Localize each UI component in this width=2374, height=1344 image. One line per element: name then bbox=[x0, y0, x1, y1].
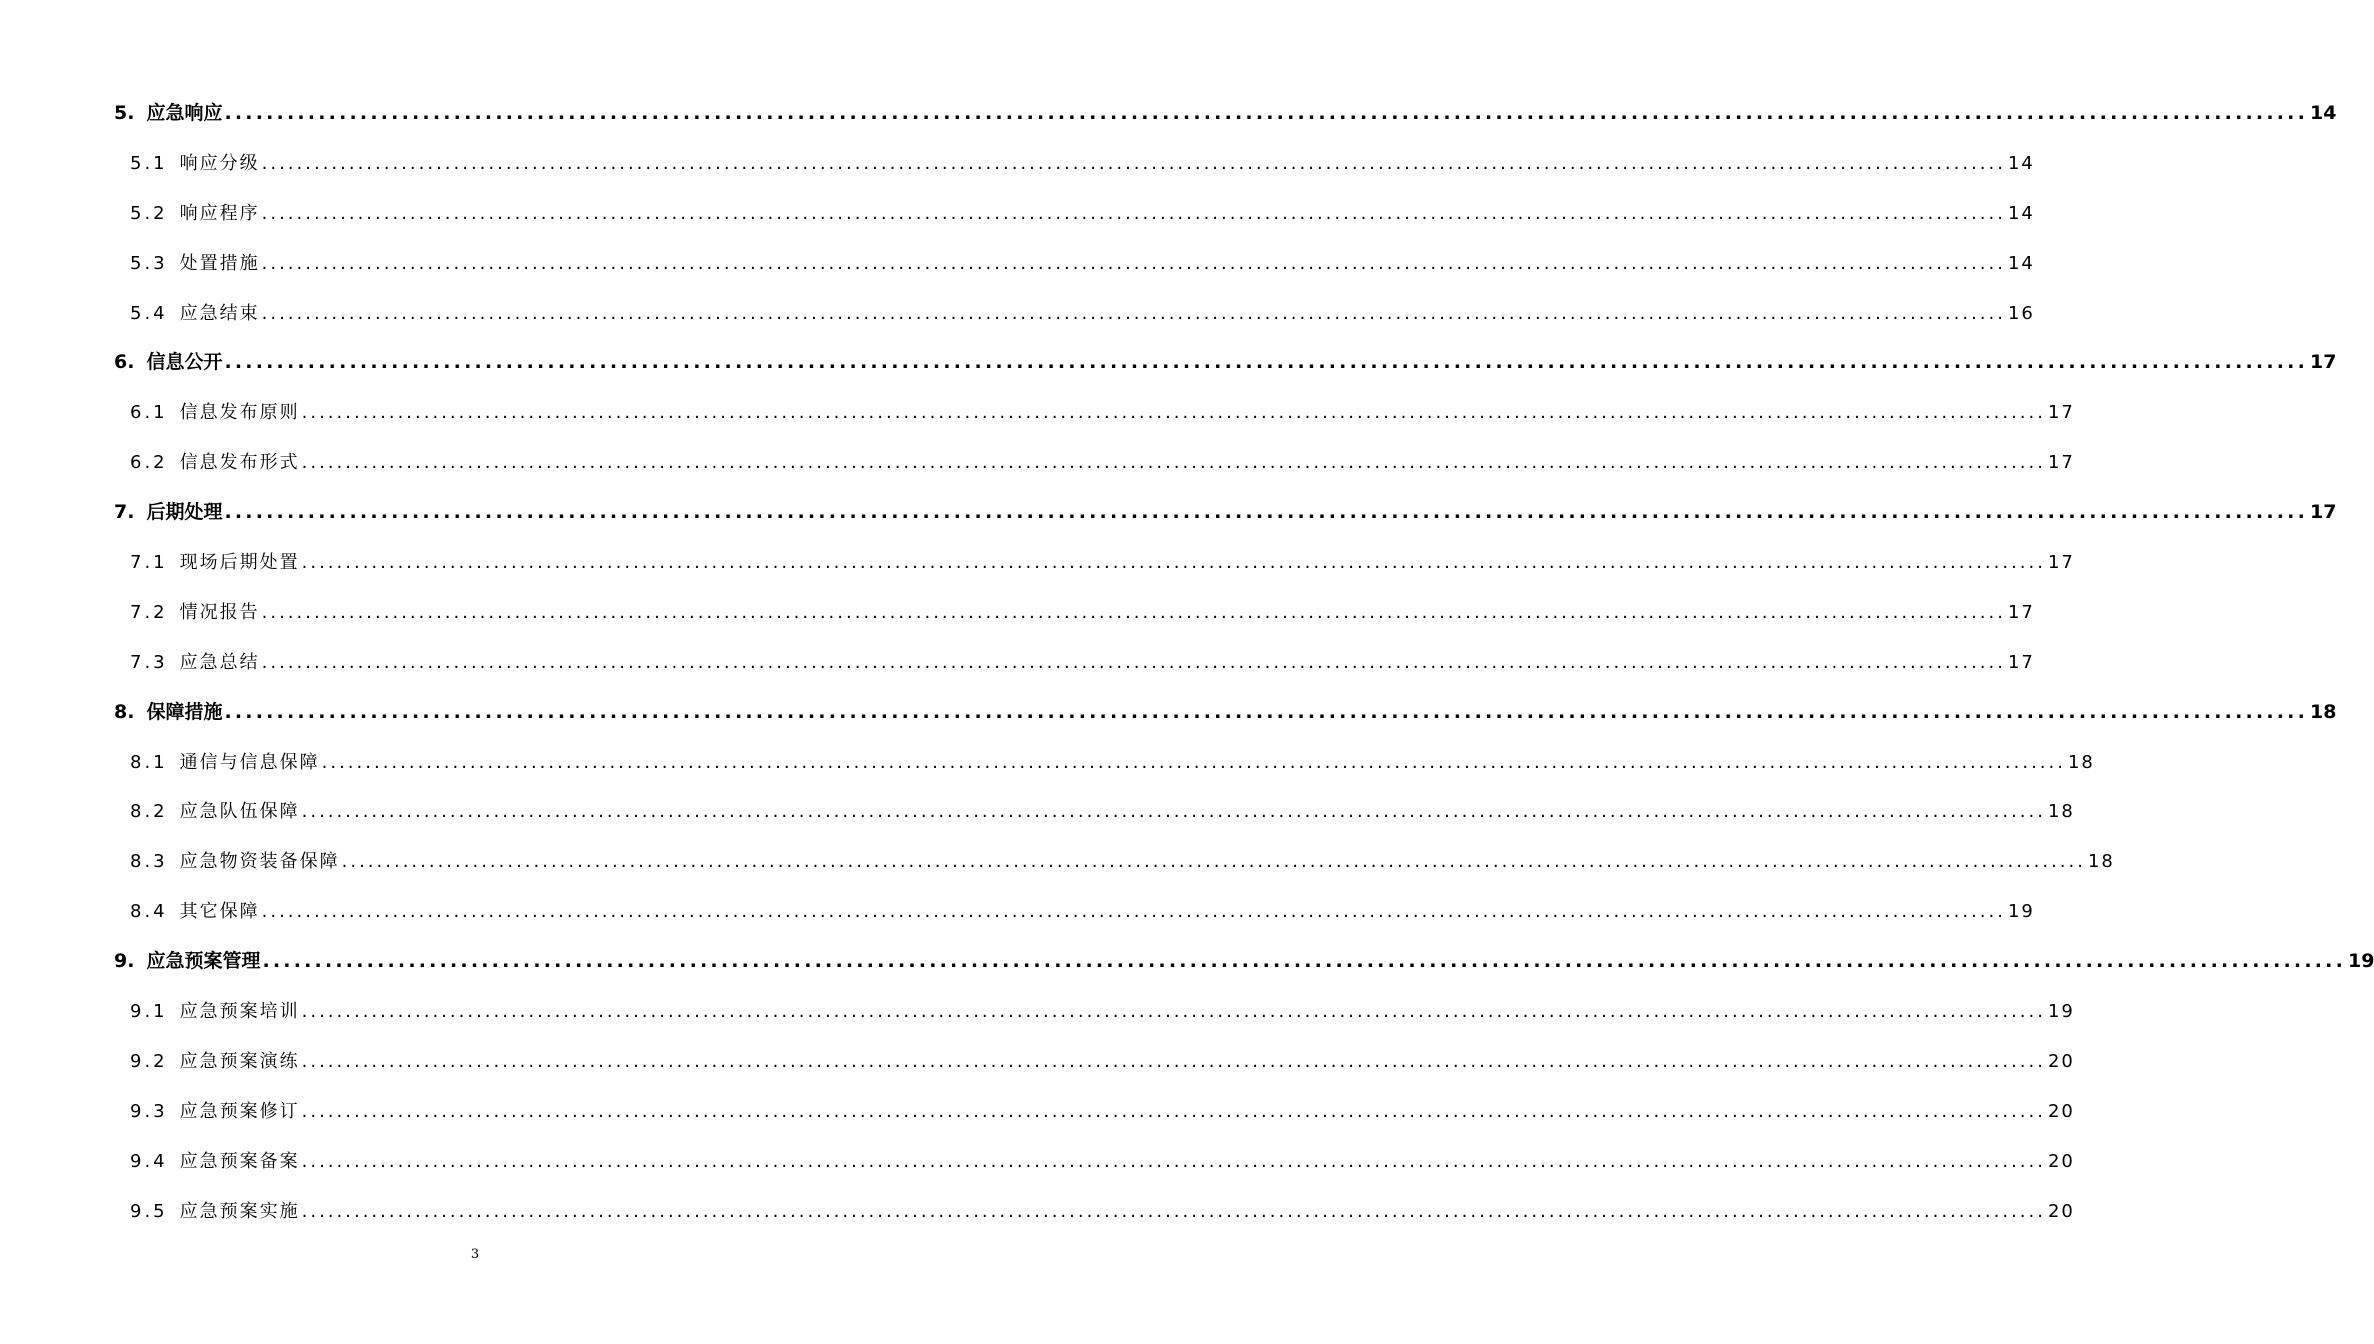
toc-entry-title: 应急预案备案 bbox=[179, 1150, 300, 1172]
toc-entry-page: 14 bbox=[2007, 252, 2035, 274]
toc-entry-page: 17 bbox=[2047, 402, 2075, 424]
toc-entry-title: 应急预案培训 bbox=[179, 1001, 300, 1023]
toc-entry-number: 7. bbox=[114, 501, 135, 524]
toc-entry-page: 14 bbox=[2310, 102, 2337, 124]
toc-entry-title: 应急响应 bbox=[146, 102, 223, 124]
toc-entry-page: 20 bbox=[2047, 1200, 2075, 1222]
toc-entry-title: 情况报告 bbox=[179, 601, 260, 623]
toc-entry-page: 17 bbox=[2310, 501, 2337, 524]
toc-entry-chapter[interactable] bbox=[114, 89, 2337, 139]
toc-entry-page: 17 bbox=[2310, 351, 2337, 374]
toc-entry-page: 17 bbox=[2007, 601, 2035, 623]
toc-entry-number: 6.1 bbox=[130, 402, 168, 424]
toc-leader-dots: ........................................................................................................................................................................................................ bbox=[301, 452, 2046, 474]
toc-entry-section[interactable] bbox=[114, 289, 2035, 339]
toc-entry-page: 20 bbox=[2047, 1150, 2075, 1172]
toc-entry-page: 19 bbox=[2007, 901, 2035, 923]
page-number: 3 bbox=[470, 1247, 480, 1262]
toc-entry-section[interactable] bbox=[114, 787, 2075, 837]
toc-entry-title: 保障措施 bbox=[146, 700, 223, 723]
toc-entry-number: 8.4 bbox=[130, 901, 168, 923]
toc-entry-page: 16 bbox=[2007, 302, 2035, 324]
toc-leader-dots: ........................................................................................................................................................................................................ bbox=[341, 851, 2086, 873]
toc-leader-dots: ........................................................................................................................................................................................................ bbox=[224, 501, 2309, 524]
toc-leader-dots: ........................................................................................................................................................................................................ bbox=[261, 202, 2006, 224]
toc-entry-title: 应急预案演练 bbox=[179, 1050, 300, 1072]
toc-entry-title: 信息发布形式 bbox=[179, 452, 300, 474]
toc-entry-title: 应急预案管理 bbox=[146, 950, 261, 973]
toc-entry-chapter[interactable] bbox=[114, 488, 2337, 538]
toc-entry-chapter[interactable] bbox=[114, 338, 2337, 388]
toc-entry-title: 应急物资装备保障 bbox=[179, 851, 340, 873]
toc-leader-dots: ........................................................................................................................................................................................................ bbox=[261, 901, 2006, 923]
toc-entry-section[interactable] bbox=[114, 738, 2095, 788]
toc-entry-section[interactable] bbox=[114, 388, 2075, 438]
toc-entry-title: 信息发布原则 bbox=[179, 402, 300, 424]
toc-entry-section[interactable] bbox=[114, 438, 2075, 488]
toc-entry-number: 7.2 bbox=[130, 601, 168, 623]
toc-entry-section[interactable] bbox=[114, 638, 2035, 688]
toc-entry-number: 6. bbox=[114, 351, 135, 374]
toc-leader-dots: ........................................................................................................................................................................................................ bbox=[224, 700, 2309, 723]
toc-entry-number: 9.3 bbox=[130, 1100, 168, 1122]
toc-entry-page: 14 bbox=[2007, 202, 2035, 224]
toc-entry-number: 7.3 bbox=[130, 651, 168, 673]
toc-entry-section[interactable] bbox=[114, 588, 2035, 638]
toc-leader-dots: ........................................................................................................................................................................................................ bbox=[301, 402, 2046, 424]
toc-entry-title: 信息公开 bbox=[146, 351, 223, 374]
toc-leader-dots: ........................................................................................................................................................................................................ bbox=[301, 1200, 2046, 1222]
toc-entry-number: 5.1 bbox=[130, 152, 168, 174]
toc-leader-dots: ........................................................................................................................................................................................................ bbox=[261, 651, 2006, 673]
toc-entry-number: 9.4 bbox=[130, 1150, 168, 1172]
toc-entry-number: 9.1 bbox=[130, 1001, 168, 1023]
table-of-contents bbox=[114, 89, 2374, 1236]
toc-entry-page: 18 bbox=[2087, 851, 2115, 873]
toc-entry-number: 9.2 bbox=[130, 1050, 168, 1072]
toc-entry-page: 17 bbox=[2007, 651, 2035, 673]
toc-entry-section[interactable] bbox=[114, 189, 2035, 239]
toc-entry-section[interactable] bbox=[114, 887, 2035, 937]
toc-entry-title: 后期处理 bbox=[146, 501, 223, 524]
toc-entry-title: 其它保障 bbox=[179, 901, 260, 923]
toc-entry-page: 19 bbox=[2348, 950, 2374, 973]
toc-leader-dots: ........................................................................................................................................................................................................ bbox=[301, 1001, 2046, 1023]
toc-leader-dots: ........................................................................................................................................................................................................ bbox=[224, 102, 2309, 124]
toc-entry-number: 9.5 bbox=[130, 1200, 168, 1222]
toc-entry-title: 处置措施 bbox=[179, 252, 260, 274]
toc-leader-dots: ........................................................................................................................................................................................................ bbox=[301, 801, 2046, 823]
toc-entry-number: 5.4 bbox=[130, 302, 168, 324]
toc-entry-section[interactable] bbox=[114, 837, 2115, 887]
toc-entry-page: 20 bbox=[2047, 1100, 2075, 1122]
toc-leader-dots: ........................................................................................................................................................................................................ bbox=[301, 1150, 2046, 1172]
toc-entry-chapter[interactable] bbox=[114, 937, 2374, 987]
toc-leader-dots: ........................................................................................................................................................................................................ bbox=[261, 302, 2006, 324]
toc-entry-title: 应急预案修订 bbox=[179, 1100, 300, 1122]
toc-entry-title: 响应程序 bbox=[179, 202, 260, 224]
toc-leader-dots: ........................................................................................................................................................................................................ bbox=[261, 152, 2006, 174]
toc-entry-section[interactable] bbox=[114, 1087, 2075, 1137]
toc-entry-section[interactable] bbox=[114, 538, 2075, 588]
toc-entry-page: 19 bbox=[2047, 1001, 2075, 1023]
toc-leader-dots: ........................................................................................................................................................................................................ bbox=[301, 1100, 2046, 1122]
toc-entry-number: 5.2 bbox=[130, 202, 168, 224]
toc-entry-number: 6.2 bbox=[130, 452, 168, 474]
toc-entry-number: 8.2 bbox=[130, 801, 168, 823]
toc-leader-dots: ........................................................................................................................................................................................................ bbox=[262, 950, 2347, 973]
toc-leader-dots: ........................................................................................................................................................................................................ bbox=[321, 751, 2066, 773]
toc-leader-dots: ........................................................................................................................................................................................................ bbox=[261, 252, 2006, 274]
toc-entry-page: 18 bbox=[2047, 801, 2075, 823]
toc-entry-number: 7.1 bbox=[130, 552, 168, 574]
toc-entry-page: 18 bbox=[2310, 700, 2337, 723]
toc-entry-chapter[interactable] bbox=[114, 688, 2337, 738]
toc-entry-number: 8.3 bbox=[130, 851, 168, 873]
toc-entry-section[interactable] bbox=[114, 1037, 2075, 1087]
toc-entry-section[interactable] bbox=[114, 139, 2035, 189]
toc-entry-number: 8. bbox=[114, 700, 135, 723]
toc-entry-title: 应急结束 bbox=[179, 302, 260, 324]
toc-entry-title: 响应分级 bbox=[179, 152, 260, 174]
toc-entry-number: 5.3 bbox=[130, 252, 168, 274]
toc-entry-page: 17 bbox=[2047, 552, 2075, 574]
toc-entry-page: 20 bbox=[2047, 1050, 2075, 1072]
toc-entry-section[interactable] bbox=[114, 987, 2075, 1037]
toc-entry-page: 17 bbox=[2047, 452, 2075, 474]
toc-entry-title: 通信与信息保障 bbox=[179, 751, 320, 773]
toc-entry-number: 8.1 bbox=[130, 751, 168, 773]
toc-entry-title: 应急预案实施 bbox=[179, 1200, 300, 1222]
toc-entry-number: 9. bbox=[114, 950, 135, 973]
toc-entry-section[interactable] bbox=[114, 1187, 2075, 1237]
toc-leader-dots: ........................................................................................................................................................................................................ bbox=[261, 601, 2006, 623]
toc-leader-dots: ........................................................................................................................................................................................................ bbox=[301, 1050, 2046, 1072]
toc-entry-page: 14 bbox=[2007, 152, 2035, 174]
toc-leader-dots: ........................................................................................................................................................................................................ bbox=[301, 552, 2046, 574]
toc-entry-title: 应急总结 bbox=[179, 651, 260, 673]
toc-entry-title: 应急队伍保障 bbox=[179, 801, 300, 823]
toc-entry-number: 5. bbox=[114, 102, 135, 124]
toc-leader-dots: ........................................................................................................................................................................................................ bbox=[224, 351, 2309, 374]
toc-entry-title: 现场后期处置 bbox=[179, 552, 300, 574]
toc-entry-page: 18 bbox=[2067, 751, 2095, 773]
toc-entry-section[interactable] bbox=[114, 239, 2035, 289]
toc-entry-section[interactable] bbox=[114, 1137, 2075, 1187]
